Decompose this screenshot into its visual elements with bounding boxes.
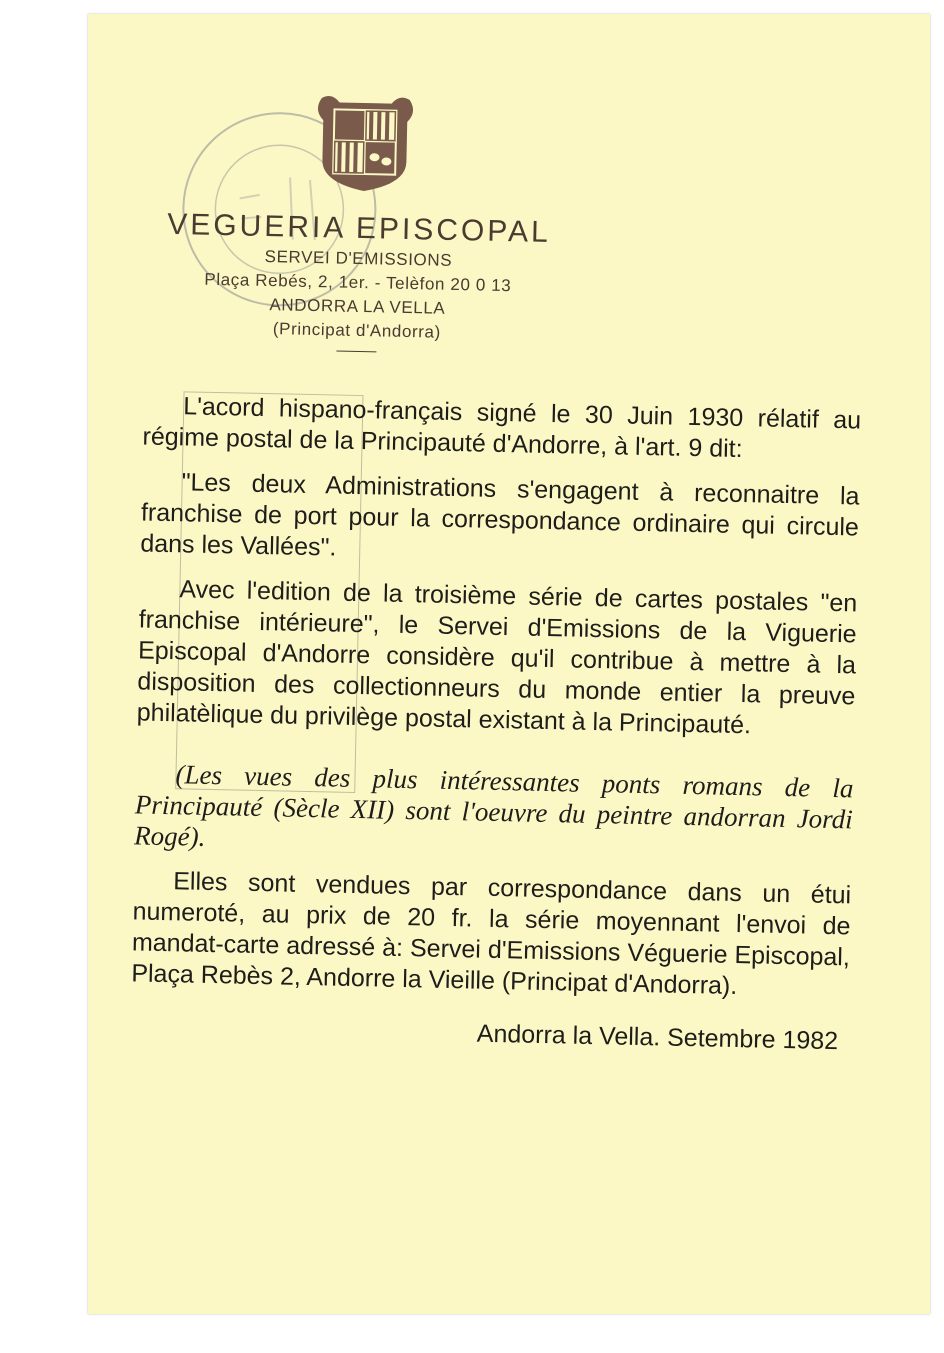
signature-line: Andorra la Vella. Setembre 1982 (476, 1019, 839, 1056)
letterhead (156, 207, 559, 356)
header-divider (336, 351, 376, 353)
paragraph-2: "Les deux Administrations s'engagent à reconnaitre la franchise de port pour la correspondance ordinaire qui circule dans les Vallées". (140, 468, 860, 562)
postcard (88, 14, 930, 1314)
paragraph-5: Elles sont vendues par correspondance dans un étui numeroté, au prix de 20 fr. la série moyennant l'envoi de mandat-carte adressé à: Servei d'Emissions Véguerie Episcopal, Plaça Rebès 2, Andorre la Vieille (Principat d'Andorra). (131, 867, 852, 1001)
organization-name: VEGUERIA EPISCOPAL (166, 207, 552, 249)
paragraph-3: Avec l'edition de la troisième série de cartes postales "en franchise intérieure", le Servei d'Emissions de la Viguerie Episcopal d'Andorre considère qu'il contribue à mettre à la disposition des collectionneurs du monde entier la preuve philatèlique du privilège postal existant à la Principauté. (136, 575, 858, 740)
andorra-coat-of-arms-icon (308, 90, 422, 196)
body-text (130, 390, 861, 1057)
service-name: SERVEI D'EMISSIONS (264, 246, 453, 270)
address-line: Plaça Rebés, 2, 1er. - Telèfon 20 0 13 (204, 269, 512, 296)
country-line: (Principat d'Andorra) (272, 319, 442, 342)
paragraph-1: L'acord hispano-français signé le 30 Juin 1930 rélatif au régime postal de la Principauté d'Andorre, à l'art. 9 dit: (142, 392, 862, 464)
paragraph-4: (Les vues des plus intéressantes ponts romans de la Principauté (Sècle XII) sont l'oeuvre du peintre andorran Jordi Rogé). (133, 759, 854, 852)
city-line: ANDORRA LA VELLA (269, 295, 446, 318)
